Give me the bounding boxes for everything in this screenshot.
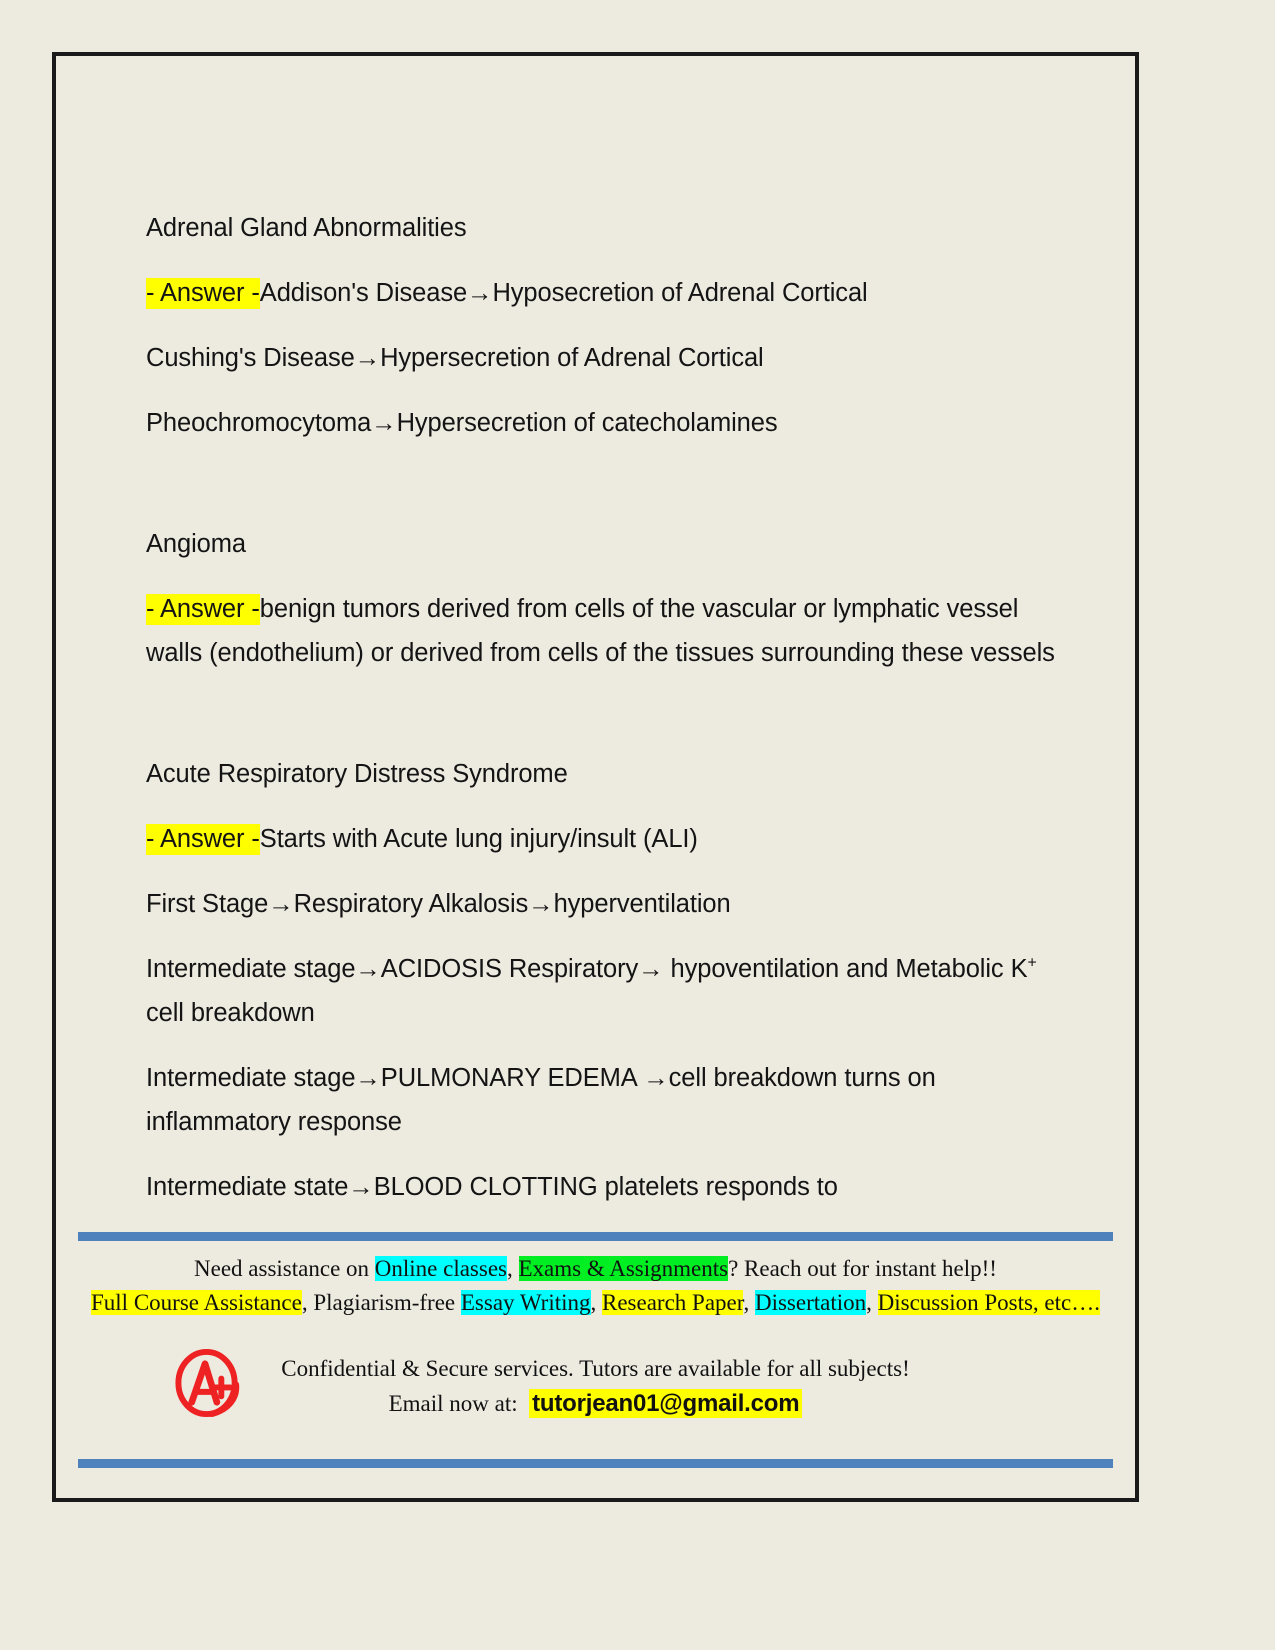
footer-highlight-essay-writing: Essay Writing <box>460 1290 591 1315</box>
note-content <box>146 206 1076 1209</box>
answer-ards <box>146 817 1076 861</box>
footer-highlight-research-paper: Research Paper <box>602 1290 744 1315</box>
ards-line-acidosis <box>146 947 1076 1035</box>
section-gap <box>146 466 1076 522</box>
answer-text: benign tumors derived from cells of the vascular or lymphatic vessel walls (endothelium) or derived from cells of the tissues surrounding these vessels <box>146 595 1055 667</box>
ards-acidosis-text-b: cell breakdown <box>146 955 1044 1027</box>
footer-line-confidential: Confidential & Secure services. Tutors are available for all subjects! <box>281 1356 910 1381</box>
footer-line-services <box>56 1290 1135 1316</box>
answer-angioma <box>146 587 1076 675</box>
answer-marker-highlight: - Answer - <box>146 825 260 853</box>
footer-text: ? Reach out for instant help!! <box>728 1256 997 1281</box>
footer-text: , <box>743 1290 755 1315</box>
footer-highlight-exams-assignments: Exams & Assignments <box>518 1256 729 1281</box>
footer-text: Need assistance on <box>194 1256 375 1281</box>
ards-line-blood-clotting: Intermediate state→BLOOD CLOTTING platelets responds to <box>146 1173 838 1201</box>
divider-rule-top <box>78 1232 1113 1241</box>
footer-text: , <box>507 1256 519 1281</box>
ards-line-first-stage: First Stage→Respiratory Alkalosis→hyperventilation <box>146 890 731 918</box>
email-address[interactable]: tutorjean01@gmail.com <box>529 1389 802 1418</box>
answer-text: Starts with Acute lung injury/insult (ALI) <box>259 825 698 853</box>
answer-adrenal-gland-abnormalities <box>146 271 1076 315</box>
footer-line-assistance <box>56 1256 1135 1282</box>
ards-line-pulmonary-edema: Intermediate stage→PULMONARY EDEMA →cell breakdown turns on inflammatory response <box>146 1064 943 1136</box>
email-label: Email now at: <box>388 1391 518 1416</box>
promo-footer <box>56 1228 1135 1498</box>
footer-text: , Plagiarism-free <box>301 1290 461 1315</box>
superscript-plus: + <box>1027 954 1037 972</box>
footer-text: , <box>590 1290 602 1315</box>
answer-marker-highlight: - Answer - <box>146 279 260 307</box>
document-page <box>52 52 1139 1502</box>
adrenal-line-cushings: Cushing's Disease→Hypersecretion of Adrenal Cortical <box>146 344 764 372</box>
ards-acidosis-text-a: Intermediate stage→ACIDOSIS Respiratory→ hypoventilation and Metabolic K <box>146 955 1028 983</box>
divider-rule-bottom <box>78 1459 1113 1468</box>
footer-text: , <box>866 1290 878 1315</box>
footer-highlight-discussion-posts: Discussion Posts, etc…. <box>877 1290 1100 1315</box>
term-angioma: Angioma <box>146 530 246 558</box>
answer-marker-highlight: - Answer - <box>146 595 260 623</box>
term-acute-respiratory-distress-syndrome: Acute Respiratory Distress Syndrome <box>146 760 568 788</box>
footer-highlight-dissertation: Dissertation <box>754 1290 867 1315</box>
term-adrenal-gland-abnormalities: Adrenal Gland Abnormalities <box>146 214 467 242</box>
answer-text: Addison's Disease→Hyposecretion of Adrenal Cortical <box>259 279 868 307</box>
a-plus-logo-icon <box>171 1346 245 1420</box>
section-gap <box>146 696 1076 752</box>
footer-highlight-full-course-assistance: Full Course Assistance <box>91 1290 302 1315</box>
footer-highlight-online-classes: Online classes <box>374 1256 507 1281</box>
adrenal-line-pheochromocytoma: Pheochromocytoma→Hypersecretion of catecholamines <box>146 409 778 437</box>
